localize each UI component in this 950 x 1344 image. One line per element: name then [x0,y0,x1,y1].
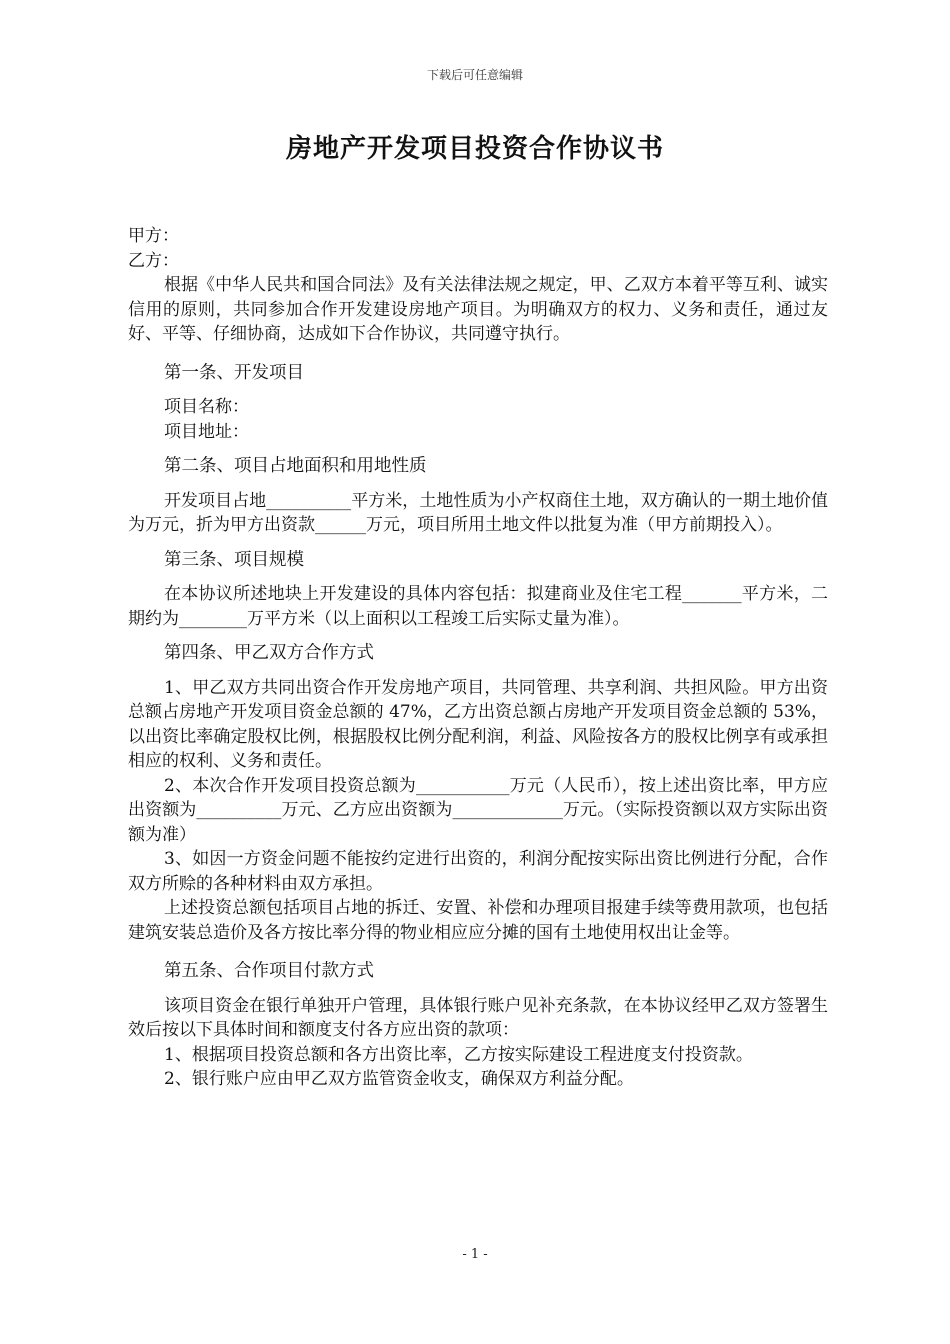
article-4-clause-3: 3、如因一方资金问题不能按约定进行出资的，利润分配按实际出资比例进行分配，合作双方所赊的各种材料由双方承担。 [128,849,828,894]
article-4-clause-2: 2、本次合作开发项目投资总额为___________万元（人民币），按上述出资比率，甲方应出资额为__________万元、乙方应出资额为_____________万元。（实际投资额以双方实际出资额为准） [128,775,828,845]
intro-paragraph: 根据《中华人民共和国合同法》及有关法律法规之规定，甲、乙双方本着平等互利、诚实信用的原则，共同参加合作开发建设房地产项目。为明确双方的权力、义务和责任，通过友好、平等、仔细协商，达成如下合作协议，共同遵守执行。 [128,275,828,344]
article-5-clause-2: 2、银行账户应由甲乙双方监管资金收支，确保双方利益分配。 [164,1069,634,1089]
party-a-label: 甲方： [128,226,179,246]
page-number: - 1 - [462,1247,488,1262]
article-4-note: 上述投资总额包括项目占地的拆迁、安置、补偿和办理项目报建手续等费用款项，也包括建筑安装总造价及各方按比率分得的物业相应应分摊的国有土地使用权出让金等。 [128,898,828,943]
party-b-label: 乙方： [128,250,179,271]
article-1-heading: 第一条、开发项目 [164,362,304,383]
article-2-text: 开发项目占地__________平方米，土地性质为小产权商住土地，双方确认的一期土地价值为万元，折为甲方出资款______万元，项目所用土地文件以批复为准（甲方前期投入）。 [128,490,828,535]
article-2-heading: 第二条、项目占地面积和用地性质 [164,456,427,476]
document-title: 房地产开发项目投资合作协议书 [285,134,664,164]
article-3-heading: 第三条、项目规模 [164,549,304,570]
article-5-clause-1: 1、根据项目投资总额和各方出资比率，乙方按实际建设工程进度支付投资款。 [164,1044,753,1065]
document-body [128,224,828,1092]
article-4-clause-1: 1、甲乙双方共同出资合作开发房地产项目，共同管理、共享利润、共担风险。甲方出资总额占房地产开发项目资金总额的 47%，乙方出资总额占房地产开发项目资金总额的 53%，以出资比率确定股权比例，根据股权比例分配利润，利益、风险按各方的股权比例享有或承担相应的权利、义务和责任。 [128,677,828,771]
article-4-heading: 第四条、甲乙双方合作方式 [164,643,374,663]
page-header: 下载后可任意编辑 [426,68,523,82]
article-5-text: 该项目资金在银行单独开户管理，具体银行账户见补充条款，在本协议经甲乙双方签署生效后按以下具体时间和额度支付各方应出资的款项： [128,995,828,1040]
article-5-heading: 第五条、合作项目付款方式 [164,961,374,981]
project-address-field: 项目地址： [164,421,249,442]
project-name-field: 项目名称： [164,397,249,417]
article-3-text: 在本协议所述地块上开发建设的具体内容包括：拟建商业及住宅工程_______平方米，二期约为________万平方米（以上面积以工程竣工后实际丈量为准）。 [128,584,828,629]
